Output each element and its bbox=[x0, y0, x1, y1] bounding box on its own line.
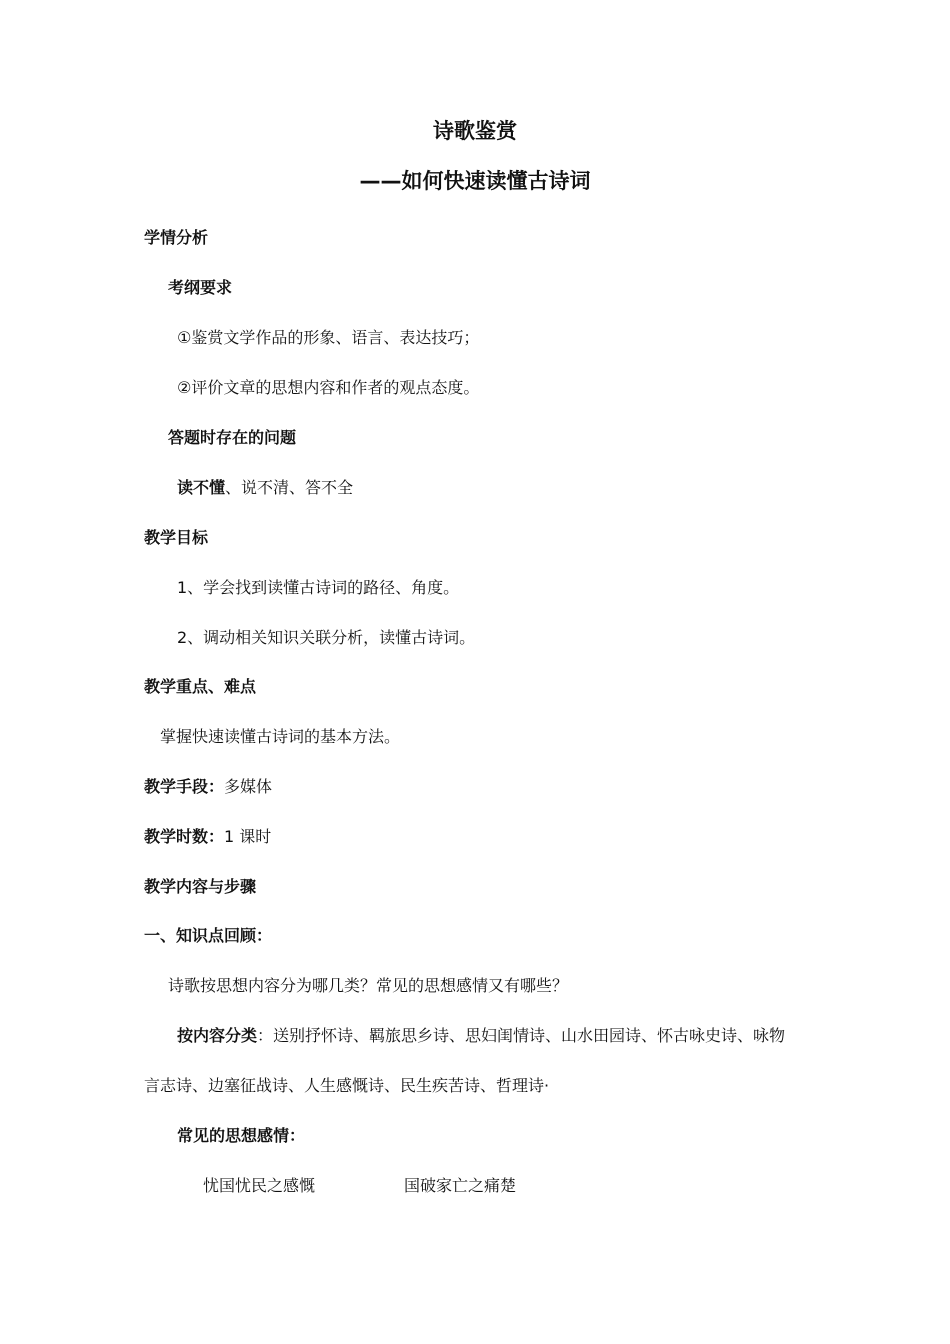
problems-rest-text: 、说不清、答不全 bbox=[225, 478, 354, 497]
section-heading-teaching-goals: 教学目标 bbox=[144, 528, 209, 547]
classification-line-2: 言志诗、边塞征战诗、人生感慨诗、民生疾苦诗、哲理诗· bbox=[144, 1076, 550, 1095]
problems-bold-text: 读不懂 bbox=[177, 478, 226, 497]
teaching-duration-label: 教学时数： bbox=[144, 827, 225, 846]
subheading-problems: 答题时存在的问题 bbox=[168, 428, 297, 447]
classification-line-1 bbox=[177, 1025, 785, 1047]
goal-item-1: 1、学会找到读懂古诗词的路径、角度。 bbox=[177, 578, 460, 597]
teaching-duration-line bbox=[144, 826, 271, 848]
emotion-item-1: 忧国忧民之感慨 bbox=[203, 1176, 316, 1195]
document-subtitle: ——如何快速读懂古诗词 bbox=[359, 169, 591, 193]
emotions-heading: 常见的思想感情： bbox=[177, 1126, 306, 1145]
key-points-text: 掌握快速读懂古诗词的基本方法。 bbox=[160, 727, 401, 746]
teaching-means-label: 教学手段： bbox=[144, 777, 225, 796]
review-question: 诗歌按思想内容分为哪几类？常见的思想感情又有哪些？ bbox=[168, 976, 569, 995]
problems-text bbox=[177, 477, 353, 499]
document-title: 诗歌鉴赏 bbox=[433, 119, 517, 143]
review-heading: 一、知识点回顾： bbox=[144, 926, 273, 945]
emotion-item-2: 国破家亡之痛楚 bbox=[404, 1176, 517, 1195]
classification-label: 按内容分类 bbox=[177, 1026, 258, 1045]
teaching-duration-value: 1 课时 bbox=[224, 827, 272, 846]
teaching-means-value: 多媒体 bbox=[224, 777, 273, 796]
subheading-syllabus: 考纲要求 bbox=[168, 278, 233, 297]
syllabus-item-1: ①鉴赏文学作品的形象、语言、表达技巧； bbox=[177, 328, 480, 347]
goal-item-2: 2、调动相关知识关联分析，读懂古诗词。 bbox=[177, 628, 476, 647]
syllabus-item-2: ②评价文章的思想内容和作者的观点态度。 bbox=[177, 378, 480, 397]
classification-text: ：送别抒怀诗、羁旅思乡诗、思妇闺情诗、山水田园诗、怀古咏史诗、咏物 bbox=[257, 1026, 786, 1045]
section-heading-content: 教学内容与步骤 bbox=[144, 877, 257, 896]
section-heading-key-points: 教学重点、难点 bbox=[144, 677, 257, 696]
section-heading-learning-analysis: 学情分析 bbox=[144, 228, 209, 247]
teaching-means-line bbox=[144, 776, 272, 798]
